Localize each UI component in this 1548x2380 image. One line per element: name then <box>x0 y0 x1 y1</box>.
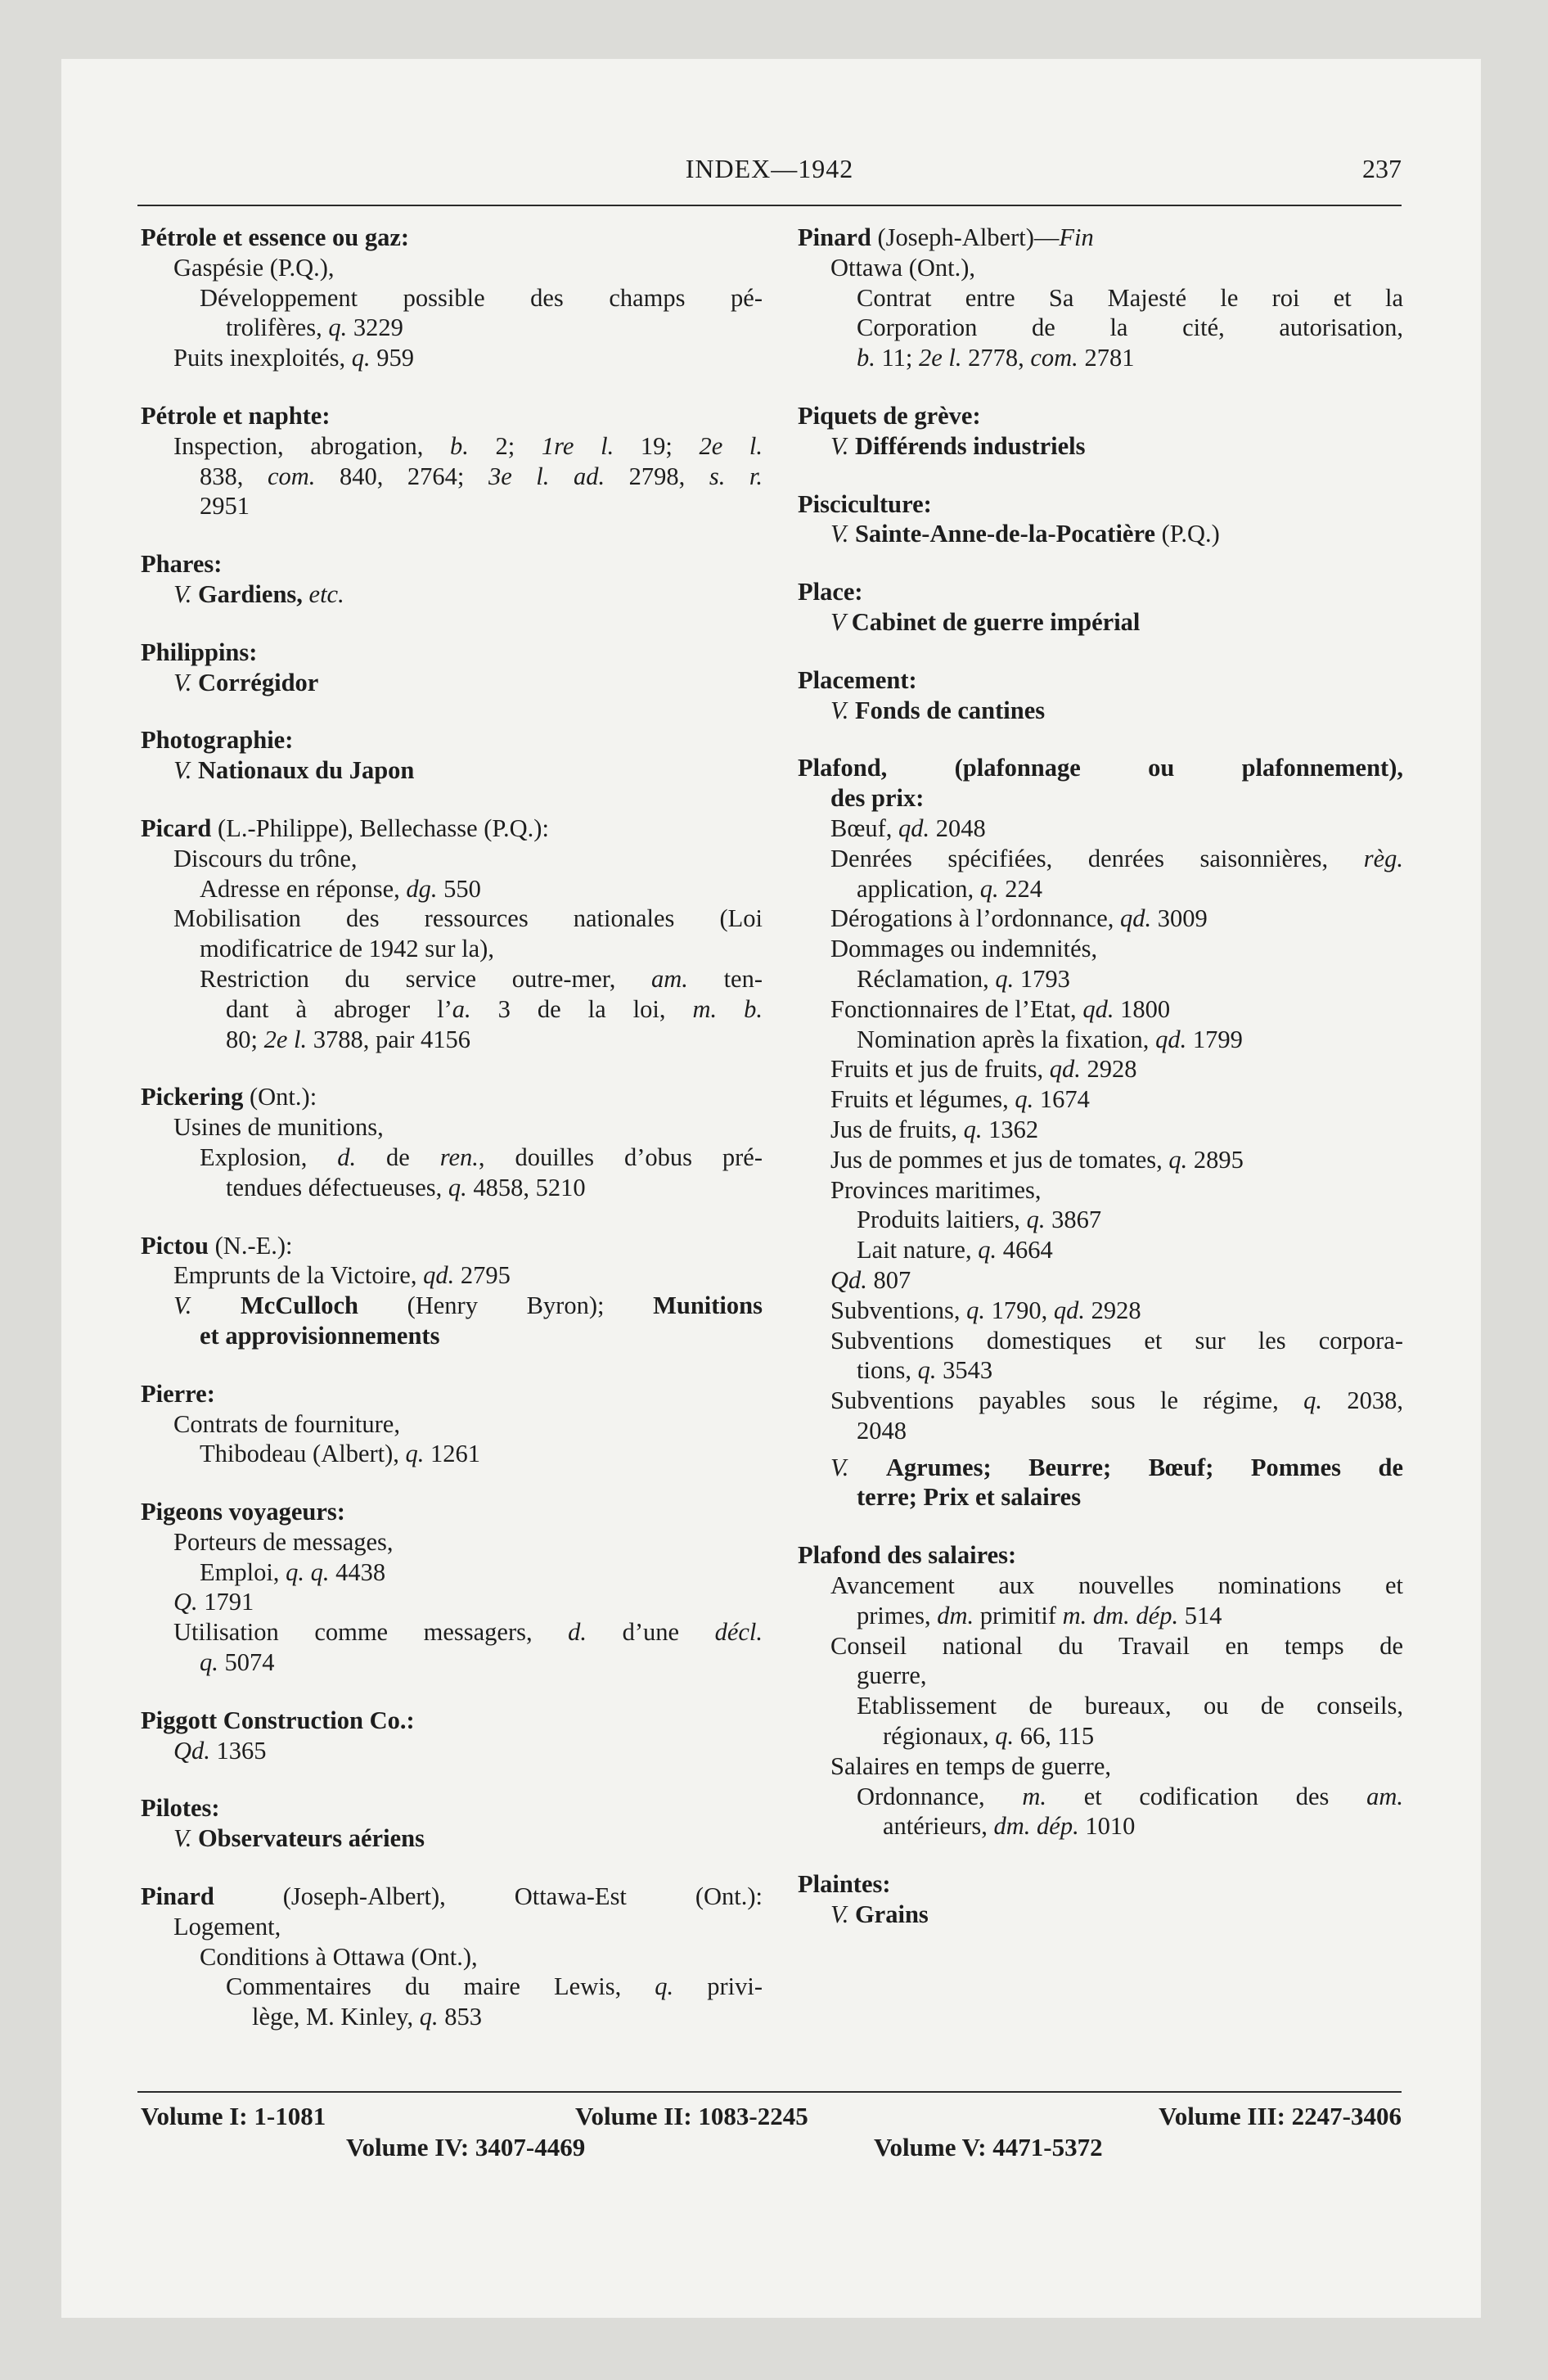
entry-heading: Pictou (N.-E.): <box>141 1231 293 1260</box>
subentry: Lait nature, q. 4664 <box>857 1236 1053 1264</box>
subentry-continued: tions, q. 3543 <box>857 1356 993 1385</box>
subentry: Développement possible des champs pé- <box>200 283 763 312</box>
entry-heading: Placement: <box>798 665 917 694</box>
volume-range: Volume IV: 3407-4469 <box>346 2133 586 2161</box>
subentry: Contrat entre Sa Majesté le roi et la <box>857 283 1403 312</box>
volume-range: Volume II: 1083-2245 <box>575 2102 808 2130</box>
see-reference-continued: et approvisionnements <box>200 1321 440 1350</box>
subentry: Ordonnance, m. et codification des am. <box>857 1782 1403 1810</box>
entry-heading: Philippins: <box>141 638 258 666</box>
index-entry <box>141 1082 763 1202</box>
subentry: Subventions payables sous le régime, q. 2038, <box>830 1386 1404 1415</box>
subentry-continued: Corporation de la cité, autorisation, <box>857 313 1403 342</box>
index-entry <box>141 638 763 698</box>
see-reference: V. Gardiens, etc. <box>173 579 344 608</box>
subentry: Jus de pommes et jus de tomates, q. 2895 <box>830 1145 1244 1174</box>
subentry: Thibodeau (Albert), q. 1261 <box>200 1440 481 1468</box>
see-reference: V. Nationaux du Japon <box>173 756 415 785</box>
index-entry <box>798 753 1403 1512</box>
subentry: Mobilisation des ressources nationales (Loi <box>173 904 763 933</box>
subentry-continued: guerre, <box>857 1661 927 1690</box>
see-reference: V. Corrégidor <box>173 668 319 696</box>
index-entry <box>141 1231 763 1351</box>
subentry: Inspection, abrogation, b. 2; 1re l. 19; 2e l. <box>173 431 763 460</box>
subentry: Dérogations à l’ordonnance, qd. 3009 <box>830 904 1208 933</box>
index-entry <box>798 401 1403 462</box>
subentry: Salaires en temps de guerre, <box>830 1751 1111 1780</box>
see-reference: V. Grains <box>830 1900 929 1929</box>
index-entry <box>798 665 1403 726</box>
index-entry <box>798 489 1403 550</box>
volume-range: Volume V: 4471-5372 <box>874 2133 1103 2161</box>
entry-heading: Plafond, (plafonnage ou plafonnement), <box>798 754 1403 782</box>
subentry-continued: tendues défectueuses, q. 4858, 5210 <box>226 1173 586 1201</box>
left-column <box>141 223 763 2060</box>
entry-heading: Pisciculture: <box>798 489 932 518</box>
subentry: Qd. 807 <box>830 1265 911 1294</box>
subentry-continued: trolifères, q. 3229 <box>226 313 403 342</box>
index-entry <box>141 1497 763 1678</box>
subentry: Ottawa (Ont.), <box>830 253 976 282</box>
entry-heading: Piquets de grève: <box>798 401 981 430</box>
subentry: Qd. 1365 <box>173 1736 267 1765</box>
subentry-continued: 80; 2e l. 3788, pair 4156 <box>226 1025 471 1053</box>
entry-heading: Pétrole et naphte: <box>141 401 331 430</box>
subentry: Fruits et jus de fruits, qd. 2928 <box>830 1055 1137 1084</box>
see-reference: V Cabinet de guerre impérial <box>830 607 1141 636</box>
index-entry <box>798 577 1403 638</box>
subentry-continued: dant à abroger l’a. 3 de la loi, m. b. <box>226 994 763 1023</box>
subentry-continued: b. 11; 2e l. 2778, com. 2781 <box>857 344 1135 372</box>
subentry: Subventions, q. 1790, qd. 2928 <box>830 1296 1141 1324</box>
subentry-continued: régionaux, q. 66, 115 <box>883 1722 1095 1751</box>
index-entry <box>798 1869 1403 1930</box>
subentry: Porteurs de messages, <box>173 1527 394 1556</box>
subentry: Provinces maritimes, <box>830 1175 1042 1204</box>
subentry: Usines de munitions, <box>173 1113 384 1142</box>
subentry: Adresse en réponse, dg. 550 <box>200 874 481 903</box>
subentry: Denrées spécifiées, denrées saisonnières, règ. <box>830 844 1403 872</box>
subentry: Logement, <box>173 1912 281 1941</box>
subentry: Puits inexploités, q. 959 <box>173 344 414 372</box>
index-entry <box>141 1793 763 1854</box>
see-reference: V. McCulloch (Henry Byron); Munitions <box>173 1291 763 1320</box>
subentry: Contrats de fourniture, <box>173 1409 400 1438</box>
subentry: Emprunts de la Victoire, qd. 2795 <box>173 1261 511 1290</box>
subentry: Explosion, d. de ren., douilles d’obus pré- <box>200 1143 763 1171</box>
index-entry <box>141 725 763 786</box>
subentry-continued: lège, M. Kinley, q. 853 <box>252 2003 482 2031</box>
index-entry <box>141 814 763 1054</box>
subentry: Produits laitiers, q. 3867 <box>857 1206 1102 1234</box>
header-title: INDEX—1942 <box>685 154 854 183</box>
index-entry <box>141 1706 763 1766</box>
index-entry <box>141 549 763 610</box>
volume-range: Volume I: 1-1081 <box>141 2102 326 2130</box>
entry-heading: Pilotes: <box>141 1794 220 1823</box>
entry-heading-continued: des prix: <box>830 784 925 813</box>
entry-heading: Piggott Construction Co.: <box>141 1706 415 1734</box>
index-entry <box>141 223 763 373</box>
subentry: Emploi, q. q. 4438 <box>200 1557 386 1586</box>
subentry: Réclamation, q. 1793 <box>857 964 1070 993</box>
subentry-continued: application, q. 224 <box>857 874 1043 903</box>
index-entry <box>798 1540 1403 1841</box>
entry-heading: Pigeons voyageurs: <box>141 1498 345 1526</box>
subentry-continued: primes, dm. primitif m. dm. dép. 514 <box>857 1601 1222 1629</box>
entry-heading: Place: <box>798 578 863 606</box>
see-reference: V. Agrumes; Beurre; Bœuf; Pommes de <box>830 1453 1404 1481</box>
index-entry <box>141 401 763 521</box>
entry-heading: Pinard (Joseph-Albert)—Fin <box>798 223 1094 251</box>
running-header <box>137 147 1402 206</box>
right-column <box>798 223 1403 1958</box>
subentry: Gaspésie (P.Q.), <box>173 253 335 282</box>
subentry-continued: 2048 <box>857 1416 907 1445</box>
entry-heading: Pétrole et essence ou gaz: <box>141 223 410 251</box>
subentry: Commentaires du maire Lewis, q. privi- <box>226 1972 763 2001</box>
see-reference: V. Observateurs aériens <box>173 1824 425 1853</box>
entry-heading: Plaintes: <box>798 1870 891 1899</box>
see-reference: V. Sainte-Anne-de-la-Pocatière (P.Q.) <box>830 520 1220 548</box>
subentry-continued: q. 5074 <box>200 1648 275 1677</box>
subentry: Nomination après la fixation, qd. 1799 <box>857 1025 1243 1053</box>
see-reference: V. Différends industriels <box>830 431 1086 460</box>
subentry: Q. 1791 <box>173 1588 254 1616</box>
page-number: 237 <box>1362 154 1402 183</box>
volume-range: Volume III: 2247-3406 <box>1159 2102 1402 2130</box>
entry-heading: Plafond des salaires: <box>798 1541 1017 1570</box>
subentry: Subventions domestiques et sur les corpora- <box>830 1326 1403 1355</box>
subentry: Dommages ou indemnités, <box>830 935 1098 963</box>
entry-heading: Pickering (Ont.): <box>141 1083 317 1111</box>
subentry: Restriction du service outre-mer, am. ten- <box>200 964 763 993</box>
see-reference-continued: terre; Prix et salaires <box>857 1483 1082 1512</box>
entry-heading: Pierre: <box>141 1379 215 1408</box>
subentry: Conditions à Ottawa (Ont.), <box>200 1942 478 1971</box>
subentry: Etablissement de bureaux, ou de conseils, <box>857 1692 1403 1720</box>
index-entry <box>141 1379 763 1469</box>
entry-heading: Photographie: <box>141 726 294 755</box>
subentry: Discours du trône, <box>173 844 358 872</box>
see-reference: V. Fonds de cantines <box>830 696 1046 724</box>
entry-heading: Picard (L.-Philippe), Bellechasse (P.Q.): <box>141 814 549 842</box>
volume-footer <box>137 2091 1402 2161</box>
subentry-continued: 2951 <box>200 492 250 521</box>
subentry: Fruits et légumes, q. 1674 <box>830 1085 1090 1114</box>
entry-heading: Pinard (Joseph-Albert), Ottawa-Est (Ont.): <box>141 1882 763 1911</box>
subentry: Jus de fruits, q. 1362 <box>830 1115 1039 1143</box>
subentry-continued: modificatrice de 1942 sur la), <box>200 935 494 963</box>
subentry: Bœuf, qd. 2048 <box>830 814 986 842</box>
subentry: Conseil national du Travail en temps de <box>830 1631 1403 1660</box>
subentry: Avancement aux nouvelles nominations et <box>830 1571 1403 1600</box>
subentry: Utilisation comme messagers, d. d’une décl. <box>173 1618 763 1647</box>
subentry: Fonctionnaires de l’Etat, qd. 1800 <box>830 994 1171 1023</box>
entry-heading: Phares: <box>141 550 223 579</box>
subentry-continued: antérieurs, dm. dép. 1010 <box>883 1812 1136 1841</box>
index-entry <box>798 223 1403 373</box>
index-entry <box>141 1882 763 2032</box>
subentry-continued: 838, com. 840, 2764; 3e l. ad. 2798, s. r. <box>200 462 763 490</box>
